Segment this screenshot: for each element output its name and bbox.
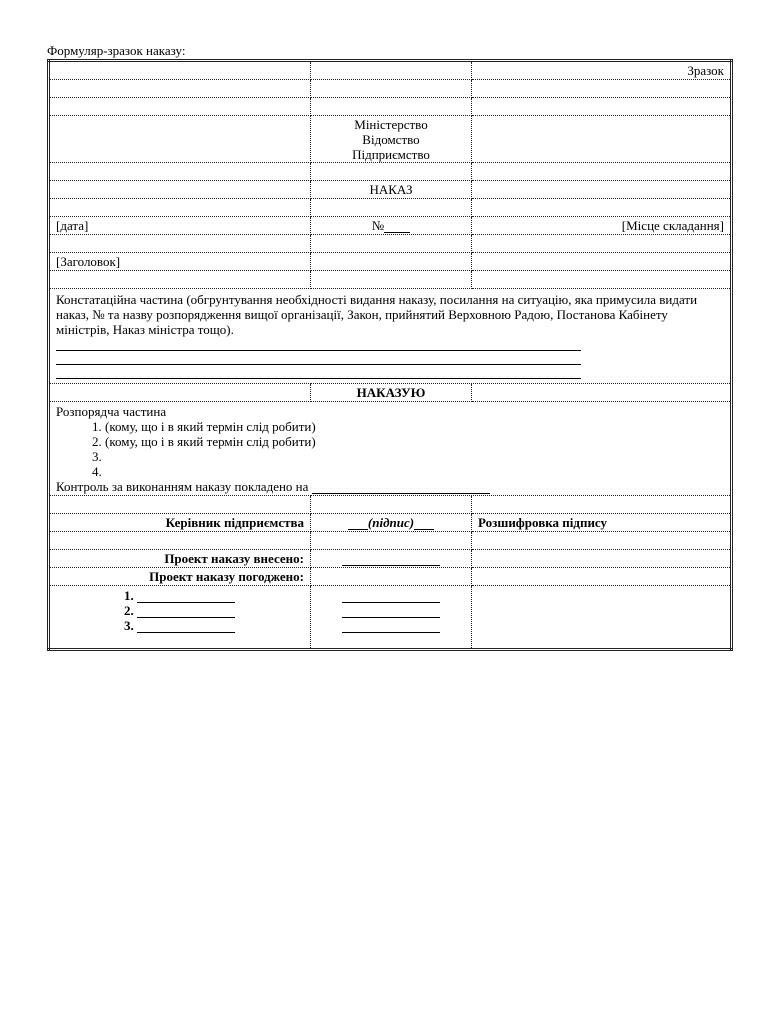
signature-blank-right bbox=[414, 517, 434, 530]
order-word: НАКАЗУЮ bbox=[311, 384, 472, 402]
row-signature bbox=[49, 514, 732, 532]
preamble-text: Констатаційна частина (обгрунтування необхідності видання наказу, посилання на ситуацію, яка примусила видати наказ, № та назву розпорядження вищої організації, Закон, прийнятий Верховною Радою, Постанова Кабінету міністрів, Наказ міністра тощо). bbox=[56, 292, 698, 337]
directive-item: 1. (кому, що і в який термін слід робити) bbox=[92, 419, 316, 434]
signature-blank-left bbox=[348, 517, 368, 530]
row-preamble bbox=[49, 289, 732, 384]
preamble-line-2 bbox=[56, 351, 581, 365]
preamble-cell bbox=[49, 289, 732, 384]
preamble-line-1 bbox=[56, 337, 581, 351]
row-directive bbox=[49, 402, 732, 496]
submitted-label: Проект наказу внесено: bbox=[49, 550, 311, 568]
directive-item: 4. bbox=[92, 464, 102, 479]
sample-label: Зразок bbox=[472, 61, 732, 80]
form-caption: Формуляр-зразок наказу: bbox=[47, 43, 186, 58]
row-sample bbox=[49, 61, 732, 80]
order-form-table bbox=[47, 59, 733, 651]
decode-label: Розшифровка підпису bbox=[472, 514, 732, 532]
approver-row: 2. bbox=[124, 603, 304, 618]
place-label: [Місце складання] bbox=[472, 217, 732, 235]
org-enterprise: Підприємство bbox=[352, 146, 430, 162]
directive-item: 2. (кому, що і в який термін слід робити) bbox=[92, 434, 316, 449]
order-title: НАКАЗ bbox=[311, 181, 472, 199]
signature-field bbox=[311, 514, 472, 532]
row-approvers bbox=[49, 586, 732, 650]
submitted-sign-line bbox=[342, 553, 440, 566]
row-submitted bbox=[49, 550, 732, 568]
row-order-word bbox=[49, 384, 732, 402]
row-date-number-place bbox=[49, 217, 732, 235]
org-ministry: Міністерство bbox=[354, 116, 428, 132]
directive-title: Розпорядча частина bbox=[56, 404, 167, 419]
signature-label: (підпис) bbox=[367, 515, 415, 530]
organization-header bbox=[311, 116, 472, 163]
control-line bbox=[56, 479, 724, 494]
row-heading bbox=[49, 253, 732, 271]
directive-item: 3. bbox=[92, 449, 102, 464]
preamble-line-3 bbox=[56, 365, 581, 379]
approvers-list bbox=[49, 586, 311, 650]
org-agency: Відомство bbox=[362, 131, 420, 147]
date-label: [дата] bbox=[49, 217, 311, 235]
head-label: Керівник підприємства bbox=[49, 514, 311, 532]
approver-signature-line bbox=[317, 603, 465, 618]
approver-signature-line bbox=[317, 588, 465, 603]
control-blank-line bbox=[312, 481, 490, 494]
approver-row: 1. bbox=[124, 588, 304, 603]
control-text: Контроль за виконанням наказу покладено на bbox=[56, 479, 309, 494]
directive-cell bbox=[49, 402, 732, 496]
row-organization bbox=[49, 116, 732, 163]
number-label: № bbox=[371, 218, 385, 233]
row-agreed bbox=[49, 568, 732, 586]
number-field bbox=[311, 217, 472, 235]
number-blank-line bbox=[384, 220, 410, 233]
approver-signatures bbox=[311, 586, 472, 650]
approver-signature-line bbox=[317, 618, 465, 633]
approver-row: 3. bbox=[124, 618, 304, 633]
agreed-label: Проект наказу погоджено: bbox=[49, 568, 311, 586]
heading-label: [Заголовок] bbox=[49, 253, 311, 271]
row-order-title bbox=[49, 181, 732, 199]
